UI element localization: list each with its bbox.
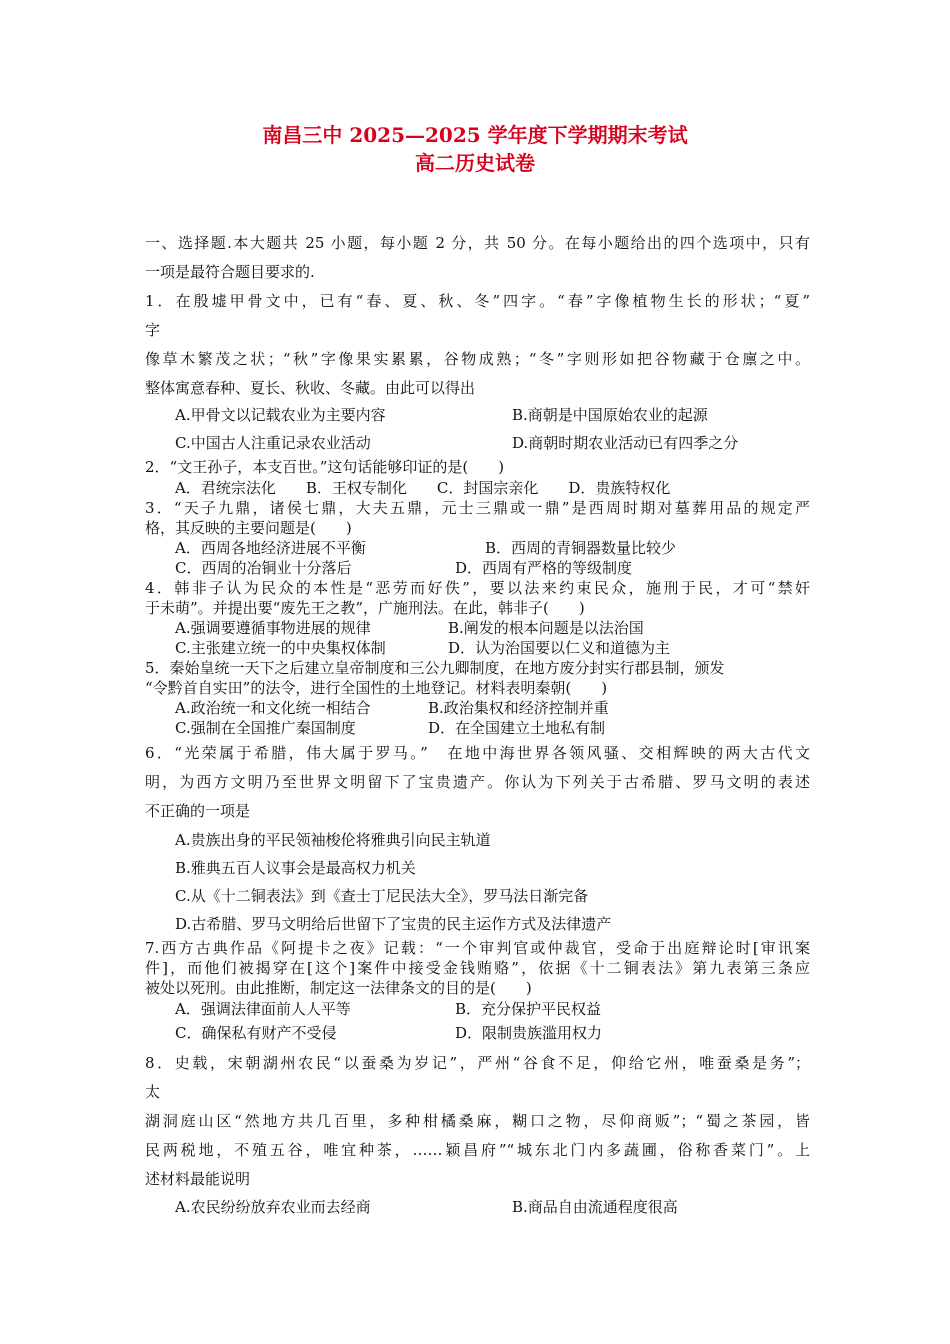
question-4-option-d: D．认为治国要以仁义和道德为主 xyxy=(448,639,671,657)
question-1-line2: 字 xyxy=(145,321,161,339)
question-7-line1: 7.西方古典作品《阿提卡之夜》记载：“一个审判官或仲裁官，受命于出庭辩论时[审讯案 xyxy=(145,939,810,957)
question-4-option-b: B.阐发的根本问题是以法治国 xyxy=(448,619,644,637)
question-8-line1: 8．史载，宋朝湖州农民“以蚕桑为岁记”，严州“谷食不足，仰给它州，唯蚕桑是务”； xyxy=(145,1054,810,1072)
question-1-option-d: D.商朝时期农业活动已有四季之分 xyxy=(512,434,739,452)
question-3-option-b: B．西周的青铜器数量比较少 xyxy=(485,539,677,557)
question-7-option-d: D．限制贵族滥用权力 xyxy=(455,1024,603,1042)
question-3-option-c: C．西周的冶铜业十分落后 xyxy=(175,559,352,577)
question-1-option-c: C.中国古人注重记录农业活动 xyxy=(175,434,371,452)
question-2-options: A．君统宗法化 B．王权专制化 C．封国宗亲化 D．贵族特权化 xyxy=(175,479,671,497)
question-4-option-c: C.主张建立统一的中央集权体制 xyxy=(175,639,386,657)
question-7-option-a: A．强调法律面前人人平等 xyxy=(175,1000,351,1018)
question-6-line3: 不正确的一项是 xyxy=(145,802,251,820)
question-3-option-d: D．西周有严格的等级制度 xyxy=(455,559,633,577)
question-5-option-b: B.政治集权和经济控制并重 xyxy=(428,699,609,717)
exam-title: 南昌三中 2025—2025 学年度下学期期末考试 xyxy=(262,123,688,147)
question-5-line1: 5．秦始皇统一天下之后建立皇帝制度和三公九卿制度，在地方废分封实行郡县制，颁发 xyxy=(145,659,725,677)
question-1-line4: 整体寓意春种、夏长、秋收、冬藏。由此可以得出 xyxy=(145,379,476,397)
question-8-option-a: A.农民纷纷放弃农业而去经商 xyxy=(175,1198,371,1216)
question-1-line1: 1．在殷墟甲骨文中，已有“春、夏、秋、冬”四字。“春”字像植物生长的形状；“夏” xyxy=(145,292,810,310)
question-4-option-a: A.强调要遵循事物进展的规律 xyxy=(175,619,371,637)
question-1-option-b: B.商朝是中国原始农业的起源 xyxy=(512,406,708,424)
question-1-line3: 像草木繁茂之状；“秋”字像果实累累，谷物成熟；“冬”字则形如把谷物藏于仓廪之中。 xyxy=(145,350,810,368)
question-8-line2: 太 xyxy=(145,1083,161,1101)
question-6-option-d: D.古希腊、罗马文明给后世留下了宝贵的民主运作方式及法律遗产 xyxy=(175,915,612,933)
question-5-line2: “令黔首自实田”的法令，进行全国性的土地登记。材料表明秦朝( ) xyxy=(145,679,608,697)
question-4-line1: 4．韩非子认为民众的本性是“恶劳而好佚”，要以法来约束民众，施刑于民，才可“禁奸 xyxy=(145,579,810,597)
question-7-line2: 件]，而他们被揭穿在[这个]案件中接受金钱贿赂”，依据《十二铜表法》第九表第三条应 xyxy=(145,959,810,977)
exam-subtitle: 高二历史试卷 xyxy=(415,151,535,175)
question-5-option-c: C.强制在全国推广秦国制度 xyxy=(175,719,356,737)
question-8-option-b: B.商品自由流通程度很高 xyxy=(512,1198,678,1216)
question-3-option-a: A．西周各地经济进展不平衡 xyxy=(175,539,366,557)
question-6-line2: 明，为西方文明乃至世界文明留下了宝贵遗产。你认为下列关于古希腊、罗马文明的表述 xyxy=(145,773,810,791)
question-6-line1: 6．“光荣属于希腊，伟大属于罗马。” 在地中海世界各领风骚、交相辉映的两大古代文 xyxy=(145,744,810,762)
section-instructions-line1: 一、选择题.本大题共 25 小题，每小题 2 分，共 50 分。在每小题给出的四个选项中，只有 xyxy=(145,234,810,252)
question-7-option-c: C．确保私有财产不受侵 xyxy=(175,1024,337,1042)
question-5-option-d: D．在全国建立土地私有制 xyxy=(428,719,606,737)
question-2-line1: 2．“文王孙子，本支百世。”这句话能够印证的是( ) xyxy=(145,458,505,476)
question-8-line3: 湖洞庭山区“然地方共几百里，多种柑橘桑麻，糊口之物，尽仰商贩”；“蜀之茶园，皆 xyxy=(145,1112,810,1130)
question-7-option-b: B．充分保护平民权益 xyxy=(455,1000,602,1018)
question-8-line5: 述材料最能说明 xyxy=(145,1170,251,1188)
section-instructions-line2: 一项是最符合题目要求的. xyxy=(145,263,315,281)
question-3-line1: 3．“天子九鼎，诸侯七鼎，大夫五鼎，元士三鼎或一鼎”是西周时期对墓葬用品的规定严 xyxy=(145,499,810,517)
question-6-option-b: B.雅典五百人议事会是最高权力机关 xyxy=(175,859,416,877)
question-5-option-a: A.政治统一和文化统一相结合 xyxy=(175,699,371,717)
question-6-option-a: A.贵族出身的平民领袖梭伦将雅典引向民主轨道 xyxy=(175,831,491,849)
question-8-line4: 民两税地，不殖五谷，唯宜种茶，……颖昌府”“城东北门内多蔬圃，俗称香菜门”。上 xyxy=(145,1141,810,1159)
question-4-line2: 于未萌”。并提出要“废先王之教”，广施刑法。在此，韩非子( ) xyxy=(145,599,585,617)
question-3-line2: 格，其反映的主要问题是( ) xyxy=(145,519,352,537)
question-6-option-c: C.从《十二铜表法》到《查士丁尼民法大全》，罗马法日渐完备 xyxy=(175,887,589,905)
question-1-option-a: A.甲骨文以记载农业为主要内容 xyxy=(175,406,386,424)
question-7-line3: 被处以死刑。由此推断，制定这一法律条文的目的是( ) xyxy=(145,979,532,997)
